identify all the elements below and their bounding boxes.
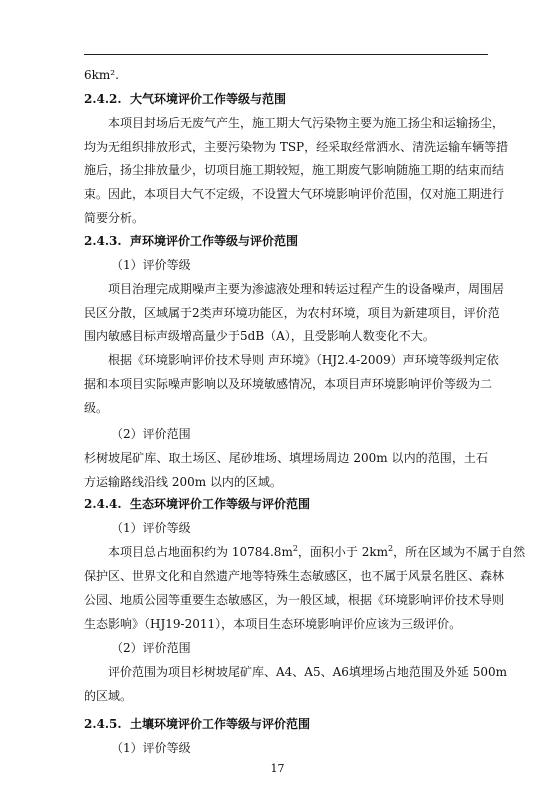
text-line: 方运输路线沿线 200m 以内的区域。	[84, 475, 282, 489]
text-line: 杉树坡尾矿库、取土场区、尾砂堆场、填埋场周边 200m 以内的范围，土石	[84, 451, 488, 465]
section-title: 声环境评价工作等级与评价范围	[130, 234, 299, 248]
text-line: 项目治理完成期噪声主要为渗滤液处理和转运过程产生的设备噪声，周围居	[108, 282, 505, 296]
subheading: （1）评价等级	[111, 741, 191, 755]
text-fragment: ，所在区域为不属于自然	[393, 545, 526, 559]
text-line: 据和本项目实际噪声影响以及环境敏感情况，本项目声环境影响评价等级为二	[84, 377, 493, 391]
text-line: 围内敏感目标声级增高量少于5dB（A），且受影响人数变化不大。	[84, 329, 435, 343]
text-line: 本项目封场后无废气产生，施工期大气污染物主要为施工扬尘和运输扬尘，	[108, 116, 505, 130]
text-line: 施后，扬尘排放量少，切项目施工期较短，施工期废气影响随施工期的结束而结	[84, 163, 505, 177]
text-line: 级。	[84, 401, 109, 415]
text-fragment: 本项目总占地面积约为 10784.8m	[108, 545, 293, 559]
text-fragment: ，面积小于 2km	[297, 545, 389, 559]
section-heading-2-4-3	[84, 233, 488, 249]
section-heading-2-4-2	[84, 91, 488, 107]
text-line: 评价范围为项目杉树坡尾矿库、A4、A5、A6填埋场占地范围及外延 500m	[108, 665, 508, 679]
superscript: 2	[292, 544, 298, 553]
text-line: 公园、地质公园等重要生态敏感区，为一般区域，根据《环境影响评价技术导则	[84, 593, 505, 607]
text-line: 束。因此，本项目大气不定级，不设置大气环境影响评价范围，仅对施工期进行	[84, 187, 505, 201]
section-number: 2.4.2.	[84, 92, 122, 106]
section-number: 2.4.4.	[84, 497, 122, 511]
section-title: 土壤环境评价工作等级与评价范围	[130, 717, 311, 731]
text-line	[108, 544, 526, 560]
text-line: 保护区、世界文化和自然遗产地等特殊生态敏感区，也不属于风景名胜区、森林	[84, 569, 505, 583]
text-line: 生态影响》（HJ19-2011），本项目生态环境影响评价应该为三级评价。	[84, 617, 462, 631]
section-heading-2-4-5	[84, 716, 488, 732]
superscript: 2	[388, 544, 394, 553]
subheading: （1）评价等级	[111, 258, 191, 272]
section-heading-2-4-4	[84, 496, 488, 512]
text-line: 均为无组织排放形式，主要污染物为 TSP，经采取经常洒水、清洗运输车辆等措	[84, 140, 509, 154]
text-line: 6km².	[84, 68, 119, 82]
section-number: 2.4.3.	[84, 234, 122, 248]
text-line: 简要分析。	[84, 211, 145, 225]
text-line: 的区域。	[84, 689, 133, 703]
subheading: （2）评价范围	[111, 427, 191, 441]
page-number: 17	[270, 762, 285, 775]
subheading: （2）评价范围	[111, 641, 191, 655]
section-title: 生态环境评价工作等级与评价范围	[130, 497, 311, 511]
text-line: 根据《环境影响评价技术导则 声环境》（HJ2.4-2009）声环境等级判定依	[108, 353, 499, 367]
section-number: 2.4.5.	[84, 717, 122, 731]
header-rule	[84, 54, 488, 55]
section-title: 大气环境评价工作等级与范围	[130, 92, 287, 106]
subheading: （1）评价等级	[111, 521, 191, 535]
text-line: 民区分散，区域属于2类声环境功能区，为农村环境，项目为新建项目，评价范	[84, 306, 500, 320]
